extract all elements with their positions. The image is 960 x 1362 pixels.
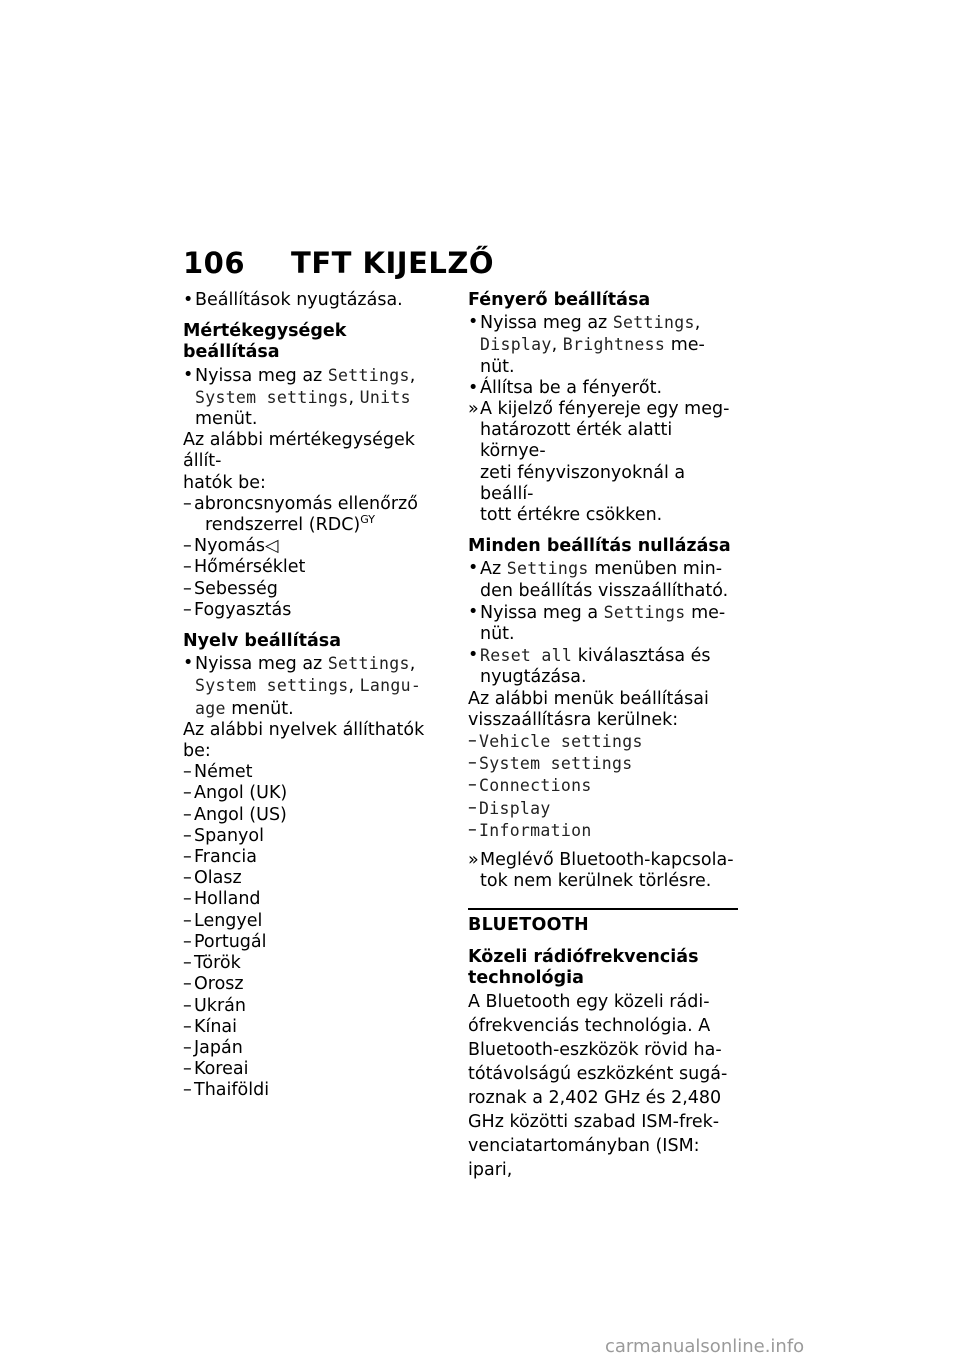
language-list bbox=[183, 762, 443, 1101]
units-item-temperature: – Hőmérséklet bbox=[183, 557, 443, 578]
brightness-open-step: • Nyissa meg az Settings, Display, Brightness me- nüt. bbox=[468, 312, 738, 378]
brightness-result: » A kijelző fényereje egy meg- határozott érték alatti környe- zeti fényviszonyoknál a beállí- tott értékre csökken. bbox=[468, 399, 738, 526]
menu-path-settings: Settings bbox=[327, 365, 410, 385]
triangle-left-icon: ◁ bbox=[265, 536, 279, 557]
list-item: – Spanyol bbox=[183, 826, 443, 847]
reset-lead: Az alábbi menük beállításai visszaállításra kerülnek: bbox=[468, 688, 709, 730]
list-item: – Olasz bbox=[183, 868, 443, 889]
page-header bbox=[183, 246, 494, 280]
reset-menu-list bbox=[468, 731, 738, 842]
list-item: – Portugál bbox=[183, 932, 443, 953]
left-column bbox=[183, 290, 443, 1102]
units-open-step: • Nyissa meg az Settings, System settings, Units menüt. bbox=[183, 365, 443, 431]
language-open-step: • Nyissa meg az Settings, System settings, Langu- age menüt. bbox=[183, 653, 443, 720]
right-column bbox=[468, 290, 738, 1182]
units-item-speed: – Sebesség bbox=[183, 579, 443, 600]
list-item: – Thaiföldi bbox=[183, 1080, 443, 1101]
list-item: – Orosz bbox=[183, 974, 443, 995]
list-item: – Lengyel bbox=[183, 911, 443, 932]
list-item: – Török bbox=[183, 953, 443, 974]
bluetooth-heading: BLUETOOTH bbox=[468, 915, 590, 936]
intro-bullet: • Beállítások nyugtázása. bbox=[183, 290, 443, 311]
list-item: – Kínai bbox=[183, 1017, 443, 1038]
menu-path-settings: Settings bbox=[506, 559, 589, 579]
reset-confirm-step: • Reset all kiválasztása és nyugtázása. bbox=[468, 645, 738, 688]
list-item: – Information bbox=[468, 820, 738, 842]
menu-path-brightness: Brightness bbox=[562, 335, 666, 355]
list-item: – Connections bbox=[468, 775, 738, 797]
section-title: TFT KIJELZŐ bbox=[291, 246, 495, 280]
list-item: – Display bbox=[468, 798, 738, 820]
bluetooth-section bbox=[468, 908, 738, 1182]
menu-path-settings: Settings bbox=[603, 602, 686, 622]
watermark: carmanualsonline.info bbox=[605, 1336, 805, 1357]
menu-path-settings: Settings bbox=[327, 654, 410, 674]
brightness-heading: Fényerő beállítása bbox=[468, 290, 651, 310]
list-item: – Angol (US) bbox=[183, 805, 443, 826]
menu-path-units: Units bbox=[359, 387, 411, 407]
reset-heading: Minden beállítás nullázása bbox=[468, 536, 731, 557]
language-heading: Nyelv beállítása bbox=[183, 631, 342, 652]
list-item: – Francia bbox=[183, 847, 443, 868]
brightness-set-step: • Állítsa be a fényerőt. bbox=[468, 378, 738, 399]
reset-open-step: • Nyissa meg a Settings me- nüt. bbox=[468, 602, 738, 645]
list-item: – Vehicle settings bbox=[468, 731, 738, 753]
page-number: 106 bbox=[183, 246, 246, 280]
menu-path-language: Langu- bbox=[359, 676, 422, 696]
units-item-pressure: – Nyomás◁ bbox=[183, 536, 443, 557]
list-item: – Angol (UK) bbox=[183, 783, 443, 804]
rdc-superscript: GY bbox=[360, 513, 375, 527]
list-item: – Japán bbox=[183, 1038, 443, 1059]
menu-path-system-settings: System settings bbox=[195, 387, 349, 407]
list-item: – Koreai bbox=[183, 1059, 443, 1080]
menu-path-reset-all: Reset all bbox=[480, 646, 573, 666]
list-item: – Német bbox=[183, 762, 443, 783]
reset-info-step: • Az Settings menüben min- den beállítás visszaállítható. bbox=[468, 558, 738, 601]
list-item: – Holland bbox=[183, 889, 443, 910]
units-heading: Mértékegységek beállítása bbox=[183, 321, 347, 363]
menu-path-system-settings: System settings bbox=[195, 676, 349, 696]
units-lead: Az alábbi mértékegységek állít- hatók be: bbox=[183, 430, 415, 493]
menu-path-display: Display bbox=[480, 335, 552, 355]
language-lead: Az alábbi nyelvek állíthatók be: bbox=[183, 719, 425, 762]
bluetooth-subheading: Közeli rádiófrekvenciás technológia bbox=[468, 946, 699, 988]
bluetooth-body: A Bluetooth egy közeli rádi- ófrekvenciás technológia. A Bluetooth-eszközök rövid ha- tótávolságú eszközként sugá- roznak a 2,402 GHz és 2,480 GHz közötti szabad ISM-frek- venciatartományban (ISM: ipari, bbox=[468, 992, 728, 1181]
list-item: – System settings bbox=[468, 753, 738, 775]
menu-path-settings: Settings bbox=[612, 313, 695, 333]
list-item: – Ukrán bbox=[183, 996, 443, 1017]
units-item-rdc: – abroncsnyomás ellenőrző rendszerrel (RDC)$^{GY}$ bbox=[183, 494, 443, 536]
reset-result: » Meglévő Bluetooth-kapcsola- tok nem kerülnek törlésre. bbox=[468, 850, 738, 892]
units-item-consumption: – Fogyasztás bbox=[183, 600, 443, 621]
